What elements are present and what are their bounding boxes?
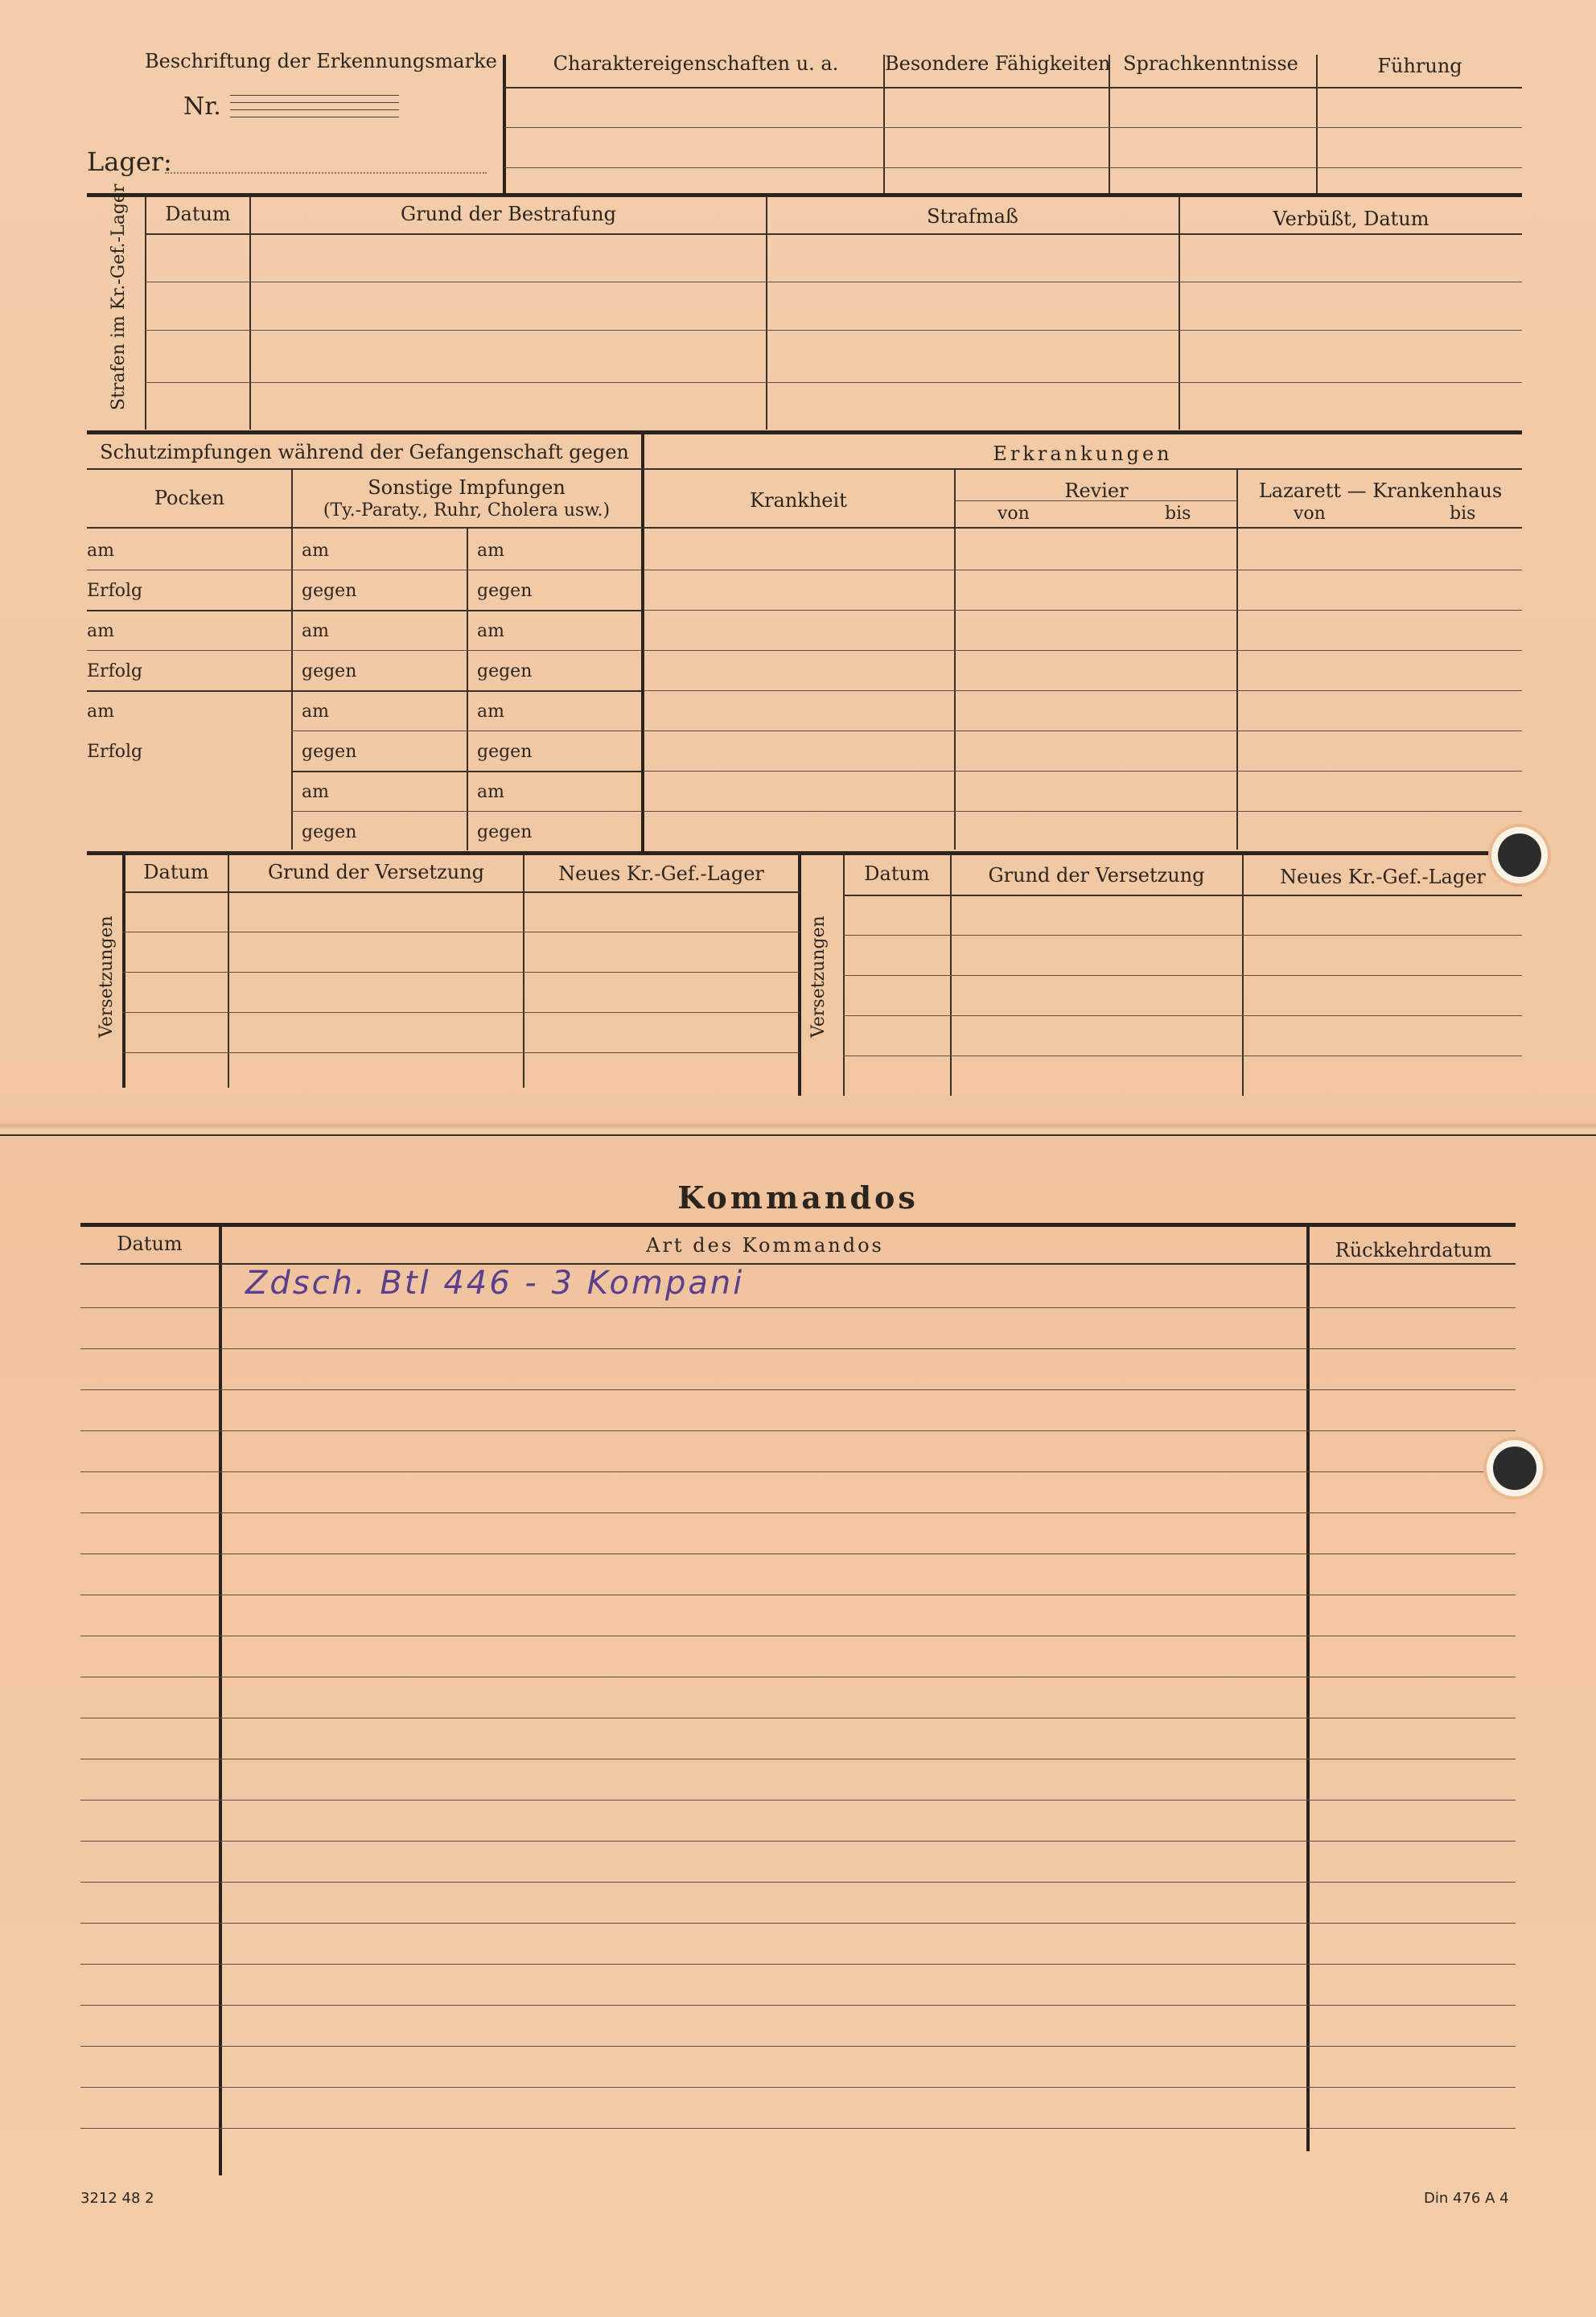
row-line [80, 1964, 1516, 1965]
versetzungen-side-label-right: Versetzungen [808, 916, 829, 1038]
row-line [504, 127, 1522, 128]
row-line [87, 468, 1522, 470]
vers-datum-header-2: Datum [864, 862, 930, 885]
row-line [122, 1052, 800, 1053]
sonstige-header: Sonstige Impfungen [368, 476, 566, 499]
row-gegen: gegen [302, 822, 357, 842]
nr-label: Nr. [183, 93, 221, 121]
kommandos-datum-header: Datum [117, 1233, 183, 1255]
nr-field[interactable] [230, 95, 399, 124]
charakter-header: Charaktereigenschaften u. a. [553, 52, 839, 75]
row-line [644, 730, 1522, 731]
row-line [644, 650, 1522, 651]
row-line [291, 811, 642, 812]
row-line [80, 1307, 1516, 1308]
row-line [80, 1471, 1516, 1472]
row-line [145, 233, 1522, 235]
erkrankungen-title: Erkrankungen [993, 442, 1173, 465]
lazarett-von: von [1294, 504, 1326, 524]
row-line [80, 1841, 1516, 1842]
col-divider [798, 854, 801, 1096]
strafen-strafmass-header: Strafmaß [927, 205, 1018, 228]
strafen-grund-header: Grund der Bestrafung [401, 203, 616, 225]
strafen-datum-header: Datum [165, 203, 231, 225]
fold-crease [0, 1122, 1596, 1134]
row-line [87, 610, 642, 611]
row-gegen: gegen [477, 822, 533, 842]
row-line [843, 1015, 1522, 1016]
row-gegen: gegen [477, 742, 533, 762]
col-divider [1316, 55, 1318, 193]
row-am: am [477, 541, 504, 561]
row-line [80, 1923, 1516, 1924]
row-line [956, 500, 1237, 501]
vers-neues-header: Neues Kr.-Gef.-Lager [558, 862, 764, 885]
row-line [80, 2005, 1516, 2006]
revier-von: von [998, 504, 1030, 524]
row-line [644, 690, 1522, 691]
row-line [80, 2046, 1516, 2047]
krankheit-header: Krankheit [750, 489, 847, 512]
row-line [644, 610, 1522, 611]
pocken-header: Pocken [154, 487, 225, 509]
row-line [80, 2087, 1516, 2088]
row-line [291, 771, 642, 772]
row-line [122, 1012, 800, 1013]
kommando-entry-handwritten: Zdsch. Btl 446 - 3 Kompani [245, 1265, 745, 1302]
row-line [843, 935, 1522, 936]
row-line [145, 330, 1522, 331]
col-divider [467, 529, 468, 850]
row-line [644, 811, 1522, 812]
revier-header: Revier [1064, 479, 1129, 502]
row-am: am [302, 621, 329, 641]
impfungen-title: Schutzimpfungen während der Gefangenschaft gegen [100, 441, 629, 463]
row-line [843, 895, 1522, 896]
row-gegen: gegen [477, 581, 533, 601]
versetzungen-side-label-left: Versetzungen [97, 916, 117, 1038]
vers-grund-header-2: Grund der Versetzung [988, 864, 1205, 887]
row-am: am [477, 782, 504, 802]
row-line [504, 167, 1522, 168]
col-divider [883, 55, 885, 193]
row-gegen: gegen [302, 742, 357, 762]
col-divider [766, 196, 767, 430]
row-am: am [302, 702, 329, 722]
row-am: am [477, 702, 504, 722]
kommandos-rueckkehr-header: Rückkehrdatum [1335, 1239, 1492, 1261]
row-line [843, 975, 1522, 976]
row-line [80, 1800, 1516, 1801]
erkennungsmarke-label: Beschriftung der Erkennungsmarke [145, 50, 497, 72]
row-line [291, 730, 642, 731]
col-divider [249, 196, 251, 430]
col-divider [219, 1226, 222, 2175]
row-am: am [87, 541, 114, 561]
row-line [504, 87, 1522, 88]
vers-neues-header-2: Neues Kr.-Gef.-Lager [1280, 866, 1486, 888]
row-gegen: gegen [477, 661, 533, 681]
lager-field[interactable] [165, 172, 487, 174]
row-line [80, 1389, 1516, 1390]
punch-hole [1493, 1447, 1536, 1490]
row-erfolg: Erfolg [87, 581, 143, 601]
section-rule [80, 1223, 1516, 1227]
section-rule [87, 851, 1522, 855]
row-line [87, 650, 642, 651]
fold-rule [0, 1134, 1596, 1136]
strafen-verbuesst-header: Verbüßt, Datum [1273, 208, 1429, 230]
kommandos-art-header: Art des Kommandos [646, 1234, 884, 1257]
row-erfolg: Erfolg [87, 742, 143, 762]
kommandos-title: Kommandos [677, 1179, 919, 1216]
row-am: am [302, 782, 329, 802]
header-divider [503, 55, 506, 193]
row-line [145, 382, 1522, 383]
footer-print-code: 3212 48 2 [80, 2190, 154, 2207]
row-line [644, 771, 1522, 772]
row-line [122, 972, 800, 973]
sonstige-subheader: (Ty.-Paraty., Ruhr, Cholera usw.) [323, 500, 611, 521]
row-am: am [87, 621, 114, 641]
col-divider [1306, 1226, 1310, 2151]
col-divider [1178, 196, 1180, 430]
row-line [80, 1882, 1516, 1883]
section-rule [87, 430, 1522, 434]
row-am: am [302, 541, 329, 561]
lazarett-header: Lazarett — Krankenhaus [1258, 479, 1503, 502]
row-am: am [477, 621, 504, 641]
row-erfolg: Erfolg [87, 661, 143, 681]
row-gegen: gegen [302, 581, 357, 601]
footer-din: Din 476 A 4 [1424, 2190, 1509, 2207]
row-line [80, 1512, 1516, 1513]
sprachen-header: Sprachkenntnisse [1123, 52, 1298, 75]
vers-grund-header: Grund der Versetzung [267, 861, 485, 883]
row-line [80, 1348, 1516, 1349]
col-divider [145, 196, 146, 430]
col-divider [1109, 55, 1110, 193]
row-am: am [87, 702, 114, 722]
row-line [87, 690, 642, 692]
lazarett-bis: bis [1450, 504, 1476, 524]
row-line [87, 527, 1522, 529]
faehigkeiten-header: Besondere Fähigkeiten [885, 52, 1111, 75]
vers-datum-header: Datum [143, 861, 209, 883]
section-rule [87, 193, 1522, 197]
row-line [80, 2128, 1516, 2129]
row-gegen: gegen [302, 661, 357, 681]
lager-label: Lager: [87, 146, 172, 177]
revier-bis: bis [1165, 504, 1191, 524]
row-line [80, 1430, 1516, 1431]
row-line [122, 891, 800, 893]
fuehrung-header: Führung [1377, 55, 1462, 77]
strafen-side-label: Strafen im Kr.-Gef.-Lager [109, 183, 129, 410]
